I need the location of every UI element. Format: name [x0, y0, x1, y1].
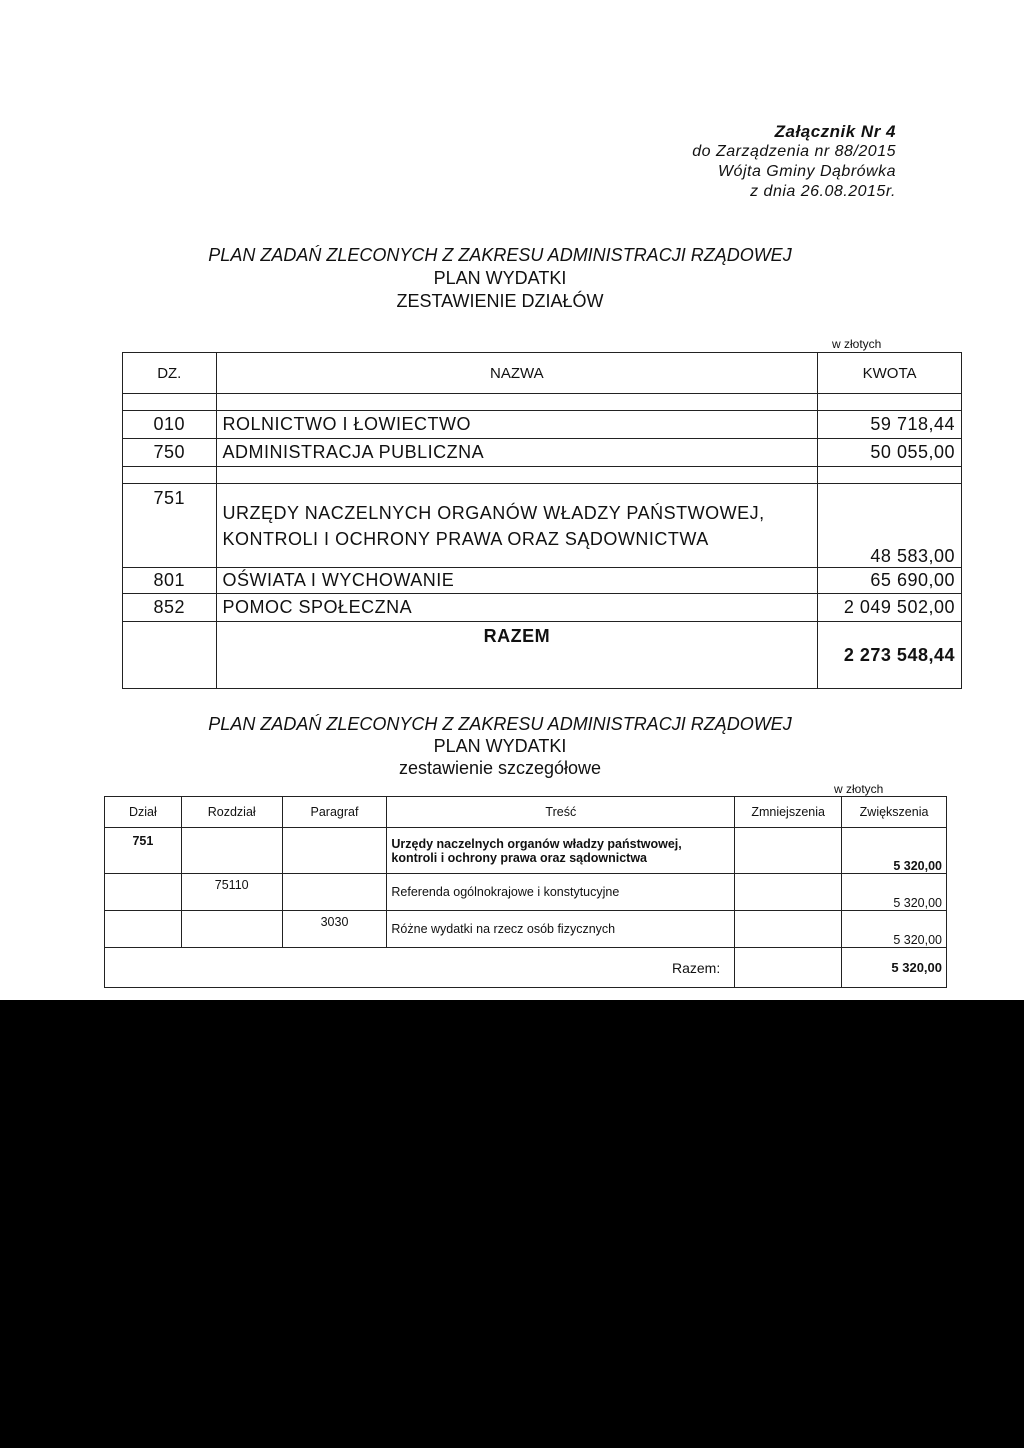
- row-zmniejszenia: [735, 911, 842, 948]
- summary-table: [122, 352, 962, 689]
- section2-unit: w złotych: [834, 782, 884, 796]
- section2-subtitle2: zestawienie szczegółowe: [398, 758, 602, 778]
- section1-subtitle: PLAN WYDATKI: [433, 268, 567, 288]
- attachment-header: [692, 122, 896, 202]
- table-row: [105, 874, 947, 911]
- header-dzial: Dział: [105, 797, 182, 828]
- row-name: POMOC SPOŁECZNA: [216, 594, 818, 622]
- attachment-title: Załącznik Nr 4: [774, 122, 896, 141]
- row-amount: 2 049 502,00: [818, 594, 962, 622]
- section1-unit: w złotych: [832, 337, 882, 351]
- row-paragraf: [282, 828, 387, 874]
- header-name: NAZWA: [216, 353, 818, 394]
- table-row: [123, 568, 962, 594]
- total-row: [105, 948, 947, 988]
- header-paragraf: Paragraf: [282, 797, 387, 828]
- table-row: [105, 911, 947, 948]
- row-code: 010: [123, 411, 217, 439]
- section2-heading: [0, 713, 1000, 779]
- attachment-line3: Wójta Gminy Dąbrówka: [717, 163, 896, 180]
- row-code: 852: [123, 594, 217, 622]
- header-rozdzial: Rozdział: [181, 797, 282, 828]
- row-name: ROLNICTWO I ŁOWIECTWO: [216, 411, 818, 439]
- row-tresc: Różne wydatki na rzecz osób fizycznych: [387, 911, 735, 948]
- section2-subtitle: PLAN WYDATKI: [433, 736, 567, 756]
- row-name: URZĘDY NACZELNYCH ORGANÓW WŁADZY PAŃSTWOWEJ, KONTROLI I OCHRONY PRAWA ORAZ SĄDOWNICTWA: [216, 484, 818, 568]
- detail-header-row: [105, 797, 947, 828]
- spacer-row: [123, 394, 962, 411]
- section1-title: PLAN ZADAŃ ZLECONYCH Z ZAKRESU ADMINISTRACJI RZĄDOWEJ: [208, 245, 792, 265]
- spacer-row: [123, 467, 962, 484]
- detail-table: [104, 796, 947, 988]
- attachment-line2: do Zarządzenia nr 88/2015: [692, 143, 896, 160]
- detail-total-label: Razem:: [105, 948, 735, 988]
- row-amount: 65 690,00: [818, 568, 962, 594]
- table-row: [105, 828, 947, 874]
- row-zwiekszenia: 5 320,00: [842, 874, 947, 911]
- header-amount: KWOTA: [818, 353, 962, 394]
- row-paragraf: [282, 874, 387, 911]
- row-amount: 48 583,00: [818, 484, 962, 568]
- header-tresc: Treść: [387, 797, 735, 828]
- row-code: 751: [123, 484, 217, 568]
- header-code: DZ.: [123, 353, 217, 394]
- table-row: [123, 411, 962, 439]
- summary-header-row: [123, 353, 962, 394]
- total-row: [123, 622, 962, 689]
- row-tresc: Referenda ogólnokrajowe i konstytucyjne: [387, 874, 735, 911]
- row-zmniejszenia: [735, 828, 842, 874]
- row-amount: 59 718,44: [818, 411, 962, 439]
- row-rozdzial: [181, 911, 282, 948]
- attachment-line4: z dnia 26.08.2015r.: [750, 183, 896, 200]
- section1-heading: [0, 244, 1000, 313]
- total-amount: 2 273 548,44: [818, 622, 962, 689]
- row-name: ADMINISTRACJA PUBLICZNA: [216, 439, 818, 467]
- table-row: [123, 484, 962, 568]
- header-zwiekszenia: Zwiększenia: [842, 797, 947, 828]
- row-amount: 50 055,00: [818, 439, 962, 467]
- row-dzial: [105, 874, 182, 911]
- row-tresc: Urzędy naczelnych organów władzy państwowej, kontroli i ochrony prawa oraz sądownictwa: [387, 828, 735, 874]
- detail-total-amount: 5 320,00: [842, 948, 947, 988]
- section1-subtitle2: ZESTAWIENIE DZIAŁÓW: [396, 291, 604, 311]
- row-name: OŚWIATA I WYCHOWANIE: [216, 568, 818, 594]
- row-zwiekszenia: 5 320,00: [842, 911, 947, 948]
- section2-title: PLAN ZADAŃ ZLECONYCH Z ZAKRESU ADMINISTRACJI RZĄDOWEJ: [208, 714, 792, 734]
- row-code: 750: [123, 439, 217, 467]
- row-rozdzial: [181, 828, 282, 874]
- table-row: [123, 439, 962, 467]
- row-code: 801: [123, 568, 217, 594]
- row-dzial: [105, 911, 182, 948]
- row-rozdzial: 75110: [181, 874, 282, 911]
- total-label: RAZEM: [216, 622, 818, 689]
- row-paragraf: 3030: [282, 911, 387, 948]
- row-dzial: 751: [105, 828, 182, 874]
- row-zmniejszenia: [735, 874, 842, 911]
- header-zmniejszenia: Zmniejszenia: [735, 797, 842, 828]
- table-row: [123, 594, 962, 622]
- row-zwiekszenia: 5 320,00: [842, 828, 947, 874]
